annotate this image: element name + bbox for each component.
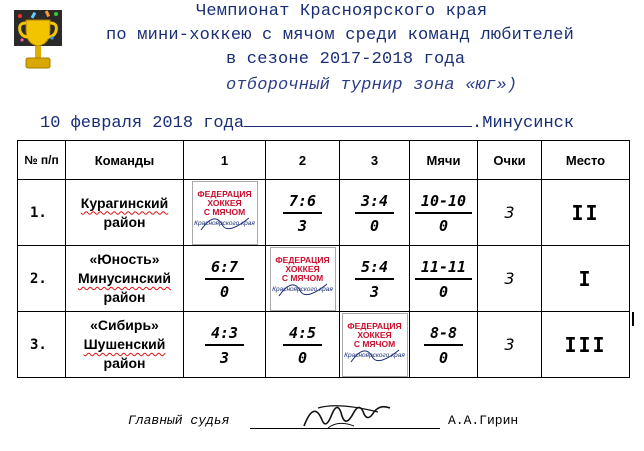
city-text: .Минусинск — [472, 114, 575, 133]
place-cell: III — [542, 312, 630, 378]
team-name-line2: Минусинский — [77, 270, 172, 286]
points-cell: 3 — [478, 180, 542, 246]
col-goals: Мячи — [410, 141, 478, 180]
team-name: «Юность» — [89, 251, 160, 267]
result-cell — [184, 312, 266, 378]
score-points: 3 — [219, 348, 230, 367]
score: 4:5 — [283, 324, 322, 346]
team-name-line2: Шушенский — [83, 336, 166, 352]
row-number: 2. — [18, 246, 66, 312]
date-line — [40, 112, 574, 133]
judge-label: Главный судья — [128, 413, 230, 428]
title-line-4: отборочный турнир зона «юг») — [226, 76, 518, 95]
goals-cell — [410, 246, 478, 312]
result-cell — [340, 246, 410, 312]
goals-cell — [410, 312, 478, 378]
goals-diff: 0 — [438, 282, 449, 301]
table-row — [18, 246, 630, 312]
team-name-line3: район — [103, 355, 146, 371]
result-cell — [266, 180, 340, 246]
federation-logo: ФЕДЕРАЦИЯ ХОККЕЯ С МЯЧОМ Красноярского края — [192, 181, 258, 245]
points-cell: 3 — [478, 246, 542, 312]
goals-diff: 0 — [438, 216, 449, 235]
self-cell-logo — [184, 180, 266, 246]
title-line-1: Чемпионат Красноярского края — [196, 2, 488, 21]
score: 5:4 — [355, 258, 394, 280]
result-cell — [340, 180, 410, 246]
title-line-2: по мини-хоккею с мячом среди команд любителей — [106, 26, 575, 45]
result-cell — [266, 312, 340, 378]
score-points: 0 — [297, 348, 308, 367]
federation-logo: ФЕДЕРАЦИЯ ХОККЕЯ С МЯЧОМ Красноярского края — [270, 247, 336, 311]
place-cell: II — [542, 180, 630, 246]
score-points: 0 — [369, 216, 380, 235]
goals: 10-10 — [415, 192, 472, 214]
col-place: Место — [542, 141, 630, 180]
date-underline — [244, 112, 472, 127]
judge-name: А.А.Гирин — [448, 413, 519, 428]
self-cell-logo — [340, 312, 410, 378]
score: 3:4 — [355, 192, 394, 214]
row-number: 3. — [18, 312, 66, 378]
team-name-line2: район — [103, 213, 146, 230]
col-1: 1 — [184, 141, 266, 180]
score: 4:3 — [205, 324, 244, 346]
score-points: 0 — [219, 282, 230, 301]
col-teams: Команды — [66, 141, 184, 180]
col-number: № п/п — [18, 141, 66, 180]
team-cell — [66, 246, 184, 312]
col-3: 3 — [340, 141, 410, 180]
team-name: Курагинский — [80, 194, 169, 211]
goals: 11-11 — [415, 258, 472, 280]
team-name: «Сибирь» — [90, 317, 159, 333]
team-cell — [66, 312, 184, 378]
title-line-3: в сезоне 2017-2018 года — [226, 50, 466, 69]
goals-cell — [410, 180, 478, 246]
federation-logo: ФЕДЕРАЦИЯ ХОККЕЯ С МЯЧОМ Красноярского края — [342, 313, 408, 377]
score-points: 3 — [297, 216, 308, 235]
score: 6:7 — [205, 258, 244, 280]
score-points: 3 — [369, 282, 380, 301]
result-cell — [184, 246, 266, 312]
signature — [298, 398, 398, 434]
score: 7:6 — [283, 192, 322, 214]
goals-diff: 0 — [438, 348, 449, 367]
col-2: 2 — [266, 141, 340, 180]
cursor-mark — [632, 312, 634, 326]
team-cell — [66, 180, 184, 246]
results-table — [17, 140, 630, 378]
date-text: 10 февраля 2018 года — [40, 114, 245, 133]
trophy-icon — [12, 8, 64, 80]
header-row — [18, 141, 630, 180]
team-name-line3: район — [103, 289, 146, 305]
col-points: Очки — [478, 141, 542, 180]
points-cell: 3 — [478, 312, 542, 378]
table-row — [18, 312, 630, 378]
self-cell-logo — [266, 246, 340, 312]
table-row — [18, 180, 630, 246]
goals: 8-8 — [424, 324, 463, 346]
place-cell: I — [542, 246, 630, 312]
row-number: 1. — [18, 180, 66, 246]
